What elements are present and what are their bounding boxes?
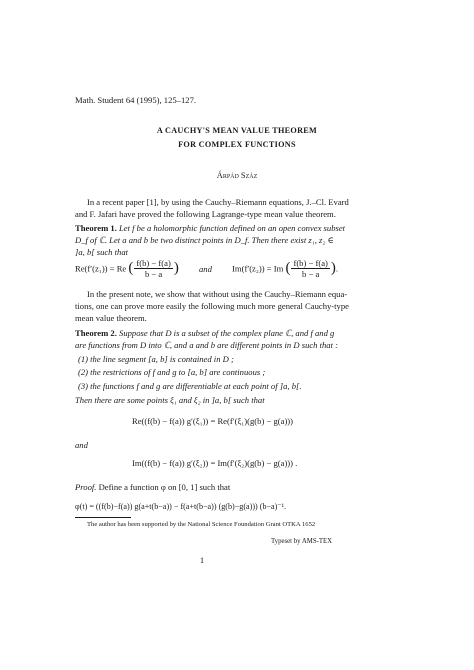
theorem1-line-2: D_f of ℂ. Let a and b be two distinct points in D_f. Then there exist z₁, z₂ ∈ bbox=[75, 235, 334, 245]
theorem2-line-1 bbox=[75, 328, 334, 338]
citation: Math. Student 64 (1995), 125–127. bbox=[75, 95, 197, 105]
middle-line-1: In the present note, we show that without using the Cauchy–Riemann equa- bbox=[87, 289, 348, 299]
author: Árpád Száz bbox=[216, 171, 258, 180]
theorem2-item-2: (2) the restrictions of f and g to [a, b] are continuous ; bbox=[78, 367, 266, 377]
formula-im-lhs: Im(f′(z₂)) bbox=[232, 263, 265, 274]
theorem1-line-3: ]a, b[ such that bbox=[75, 247, 128, 257]
theorem2-item-3: (3) the functions f and g are differentiable at each point of ]a, b[. bbox=[78, 381, 302, 391]
footnote: The author has been supported by the National Science Foundation Grant OTKA 1652 bbox=[87, 521, 316, 528]
page-number: 1 bbox=[199, 555, 205, 565]
eq1-right: = Re(f′(ξ₁)(g(b) − g(a))) bbox=[210, 416, 294, 426]
formula-re-lhs: Re(f′(z₁)) bbox=[75, 263, 108, 274]
intro-line-2: and F. Jafari have proved the following Lagrange-type mean value theorem. bbox=[75, 209, 336, 219]
middle-line-2: tions, one can prove more easily the following much more general Cauchy-type bbox=[75, 301, 349, 311]
fraction-2: $\frac{f(b) - f(a)}{b - a}$ bbox=[293, 258, 328, 279]
formula-im-rhs-op: = Im bbox=[266, 263, 284, 274]
title-line-2: FOR COMPLEX FUNCTIONS bbox=[178, 140, 296, 149]
proof-text: Define a function φ on [0, 1] such that bbox=[98, 482, 231, 492]
theorem1-line-1 bbox=[75, 223, 405, 233]
title-line-1: A CAUCHY'S MEAN VALUE THEOREM bbox=[156, 126, 318, 135]
formula-and: and bbox=[199, 263, 212, 274]
eq2-left: Im((f(b) − f(a)) g′(ξ₂)) bbox=[132, 458, 209, 468]
footnote-rule bbox=[75, 517, 131, 518]
eq1-left: Re((f(b) − f(a)) g′(ξ₁)) bbox=[132, 416, 209, 426]
theorem2-line-2: are functions from D into ℂ, and a and b are different points in D such that : bbox=[75, 340, 339, 350]
proof-label: Proof. bbox=[75, 482, 97, 492]
proof-formula: φ(t) = ((f(b)−f(a)) g(a+t(b−a)) − f(a+t(b−a)) (g(b)−g(a))) (b−a)⁻¹. bbox=[75, 502, 287, 511]
theorem2-text-1: Suppose that D is a subset of the complex plane ℂ, and f and g bbox=[119, 328, 335, 338]
proof-line bbox=[75, 482, 230, 492]
middle-line-3: mean value theorem. bbox=[75, 313, 147, 323]
theorem2-and: and bbox=[75, 440, 88, 450]
theorem2-label: Theorem 2. bbox=[75, 328, 117, 338]
formula-re-rhs-op: = Re bbox=[109, 263, 127, 274]
fraction-1: $\frac{f(b) - f(a)}{b - a}$ bbox=[136, 258, 171, 279]
typeset-line: Typeset by AMS-TEX bbox=[271, 538, 333, 545]
theorem1-label: Theorem 1. bbox=[75, 223, 117, 233]
theorem1-text-1: Let f be a holomorphic function defined on an open convex subset bbox=[119, 223, 346, 233]
theorem2-eq1 bbox=[132, 416, 293, 426]
theorem2-eq2 bbox=[132, 458, 297, 468]
theorem1-formula: Re(f′(z₁)) = Re ( $\frac{f(b) - f(a)}{b - a}$ ) and Im(f′(z₂)) = Im ( $\frac{f(b) - f(a)}{b - a}$ ). bbox=[75, 258, 339, 279]
theorem2-item-1: (1) the line segment [a, b] is contained in D ; bbox=[78, 354, 234, 364]
intro-line-1: In a recent paper [1], by using the Cauchy–Riemann equations, J.–Cl. Evard bbox=[87, 197, 349, 207]
theorem2-then: Then there are some points ξ₁ and ξ₂ in ]a, b[ such that bbox=[75, 395, 265, 405]
eq2-right: = Im(f′(ξ₂)(g(b) − g(a))) . bbox=[210, 458, 298, 468]
